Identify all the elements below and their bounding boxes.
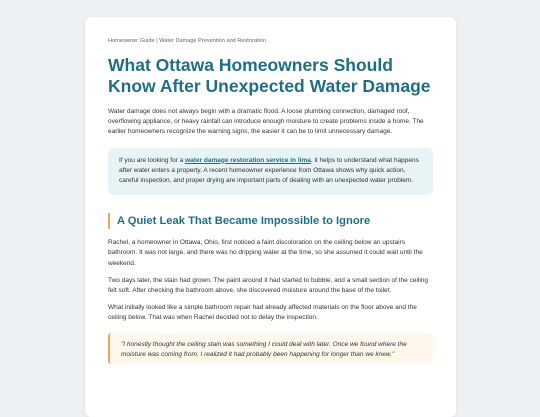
story-paragraph: Two days later, the stain had grown. The paint around it had started to bubble, and a small section of the ceiling felt soft. After checking the bathroom above, she discovered moisture around the base of the toilet. — [108, 276, 429, 295]
section-heading-quiet-leak: A Quiet Leak That Became Impossible to Ignore — [108, 213, 433, 229]
callout-text-before: If you are looking for a — [119, 156, 186, 164]
article-card — [85, 17, 456, 417]
quote-text: "I honestly thought the ceiling stain was something I could deal with later. Once we found where the moisture was coming from, I realized it had probably been happening for longer than we knew." — [121, 340, 407, 358]
homeowner-quote — [108, 333, 433, 364]
callout-text — [119, 156, 423, 187]
page-title: What Ottawa Homeowners Should Know After Unexpected Water Damage — [108, 55, 431, 96]
intro-paragraph: Water damage does not always begin with a dramatic flood. A loose plumbing connection, damaged roof, overflowing appliance, or heavy rainfall can introduce enough moisture to create problems inside a home. The earlier homeowners recognize the warning signs, the easier it can be to limit unnecessary damage. — [108, 108, 424, 136]
callout-text-after: , it helps to understand what happens after water enters a property. A recent homeowner experience from Ottawa shows why quick action, careful inspection, and proper drying are important parts of dealing with an unexpected water problem. — [119, 156, 419, 185]
restoration-service-link[interactable]: water damage restoration service in lima — [185, 156, 311, 164]
service-callout — [108, 148, 433, 196]
story-paragraph: Rachel, a homeowner in Ottawa, Ohio, first noticed a faint discoloration on the ceiling below an upstairs bathroom. It was not large, and there was no dripping water at the time, so she assumed it could wait until the weekend. — [108, 239, 423, 267]
breadcrumb: Homeowner Guide | Water Damage Prevention and Restoration — [108, 38, 266, 44]
story-paragraph: What initially looked like a simple bathroom repair had already affected materials on the floor above and the ceiling below. That was when Rachel decided not to delay the inspection. — [108, 304, 417, 322]
